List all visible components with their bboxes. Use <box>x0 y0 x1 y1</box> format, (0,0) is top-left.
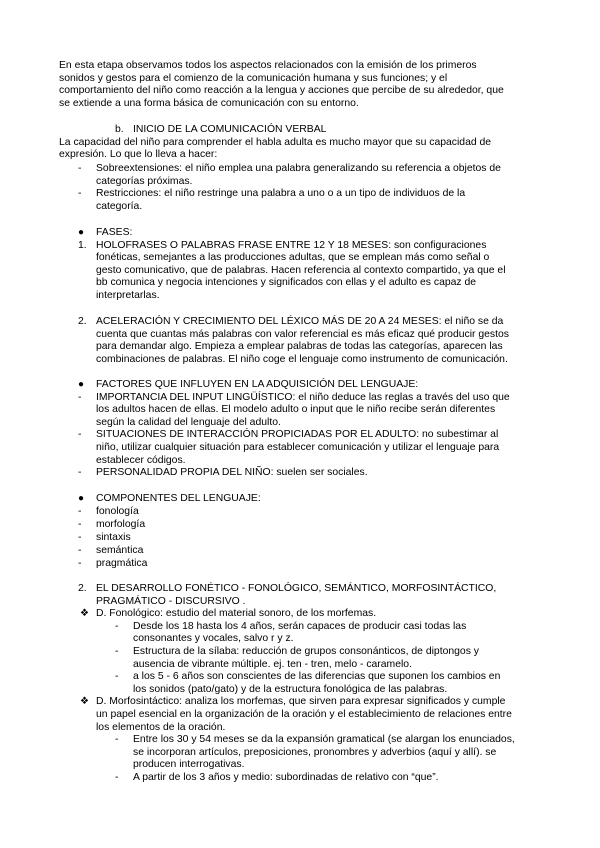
dash-bullet: - <box>78 545 82 556</box>
phase-line: gesto comunicativo, que de palabras. Hacen referencia al contexto compartido, ya que el <box>96 264 506 276</box>
dash-bullet: - <box>115 671 119 683</box>
list-number: 2. <box>78 583 87 594</box>
dash-bullet: - <box>78 467 82 479</box>
sub-item-line: a los 5 - 6 años son conscientes de las diferencias que suponen los cambios en <box>133 671 501 683</box>
sub-item-line: ausencia de vibrante múltiple. ej. ten - tren, melo - caramelo. <box>133 658 412 670</box>
list-item: Sobreextensiones: el niño emplea una palabra generalizando su referencia a objetos de <box>96 163 501 174</box>
section-heading: INICIO DE LA COMUNICACIÓN VERBAL <box>133 124 327 135</box>
dot-bullet: ● <box>78 227 85 238</box>
phase-line: fonéticas, semejantes a las producciones adultas, que se emplean más como señal o <box>96 252 490 264</box>
subsection-head: D. Fonológico: estudio del material sonoro, de los morfemas. <box>96 608 377 620</box>
section-heading: PRAGMÁTICO - DISCURSIVO . <box>96 595 246 607</box>
component-item: sintaxis <box>96 532 131 543</box>
dash-bullet: - <box>115 620 119 632</box>
factor-line: SITUACIONES DE INTERACCIÓN PROPICIADAS POR EL ADULTO: no subestimar al <box>96 429 499 441</box>
subsection-head: los elementos de la oración. <box>96 721 226 733</box>
subsection-head: D. Morfosintáctico: analiza los morfemas, que sirven para expresar significados y cumple <box>96 696 506 708</box>
dash-bullet: - <box>78 558 82 569</box>
component-item: morfología <box>96 519 146 530</box>
paragraph-line: La capacidad del niño para comprender el habla adulta es mucho mayor que su capacidad de <box>59 136 492 148</box>
list-number: 1. <box>78 239 87 251</box>
list-item: categorías próximas. <box>96 175 193 187</box>
phase-line: bb comunica y negocia intenciones y significados con ellas y el adulto es capaz de <box>96 277 477 289</box>
sub-item-line: se incorporan artículos, preposiciones, pronombres y adverbios (aquí y allí). se <box>133 746 497 758</box>
section-heading: EL DESARROLLO FONÉTICO - FONOLÓGICO, SEMÁNTICO, MORFOSINTÁCTICO, <box>96 583 497 594</box>
dash-bullet: - <box>78 532 82 543</box>
dash-bullet: - <box>115 772 119 783</box>
dash-bullet: - <box>78 188 82 200</box>
list-item: categoría. <box>96 200 143 212</box>
phase-line: ACELERACIÓN Y CRECIMIENTO DEL LÉXICO MÁS DE 20 A 24 MESES: el niño se da <box>96 316 504 327</box>
dash-bullet: - <box>78 391 82 403</box>
diamond-bullet: ❖ <box>80 696 89 708</box>
dot-bullet: ● <box>78 379 85 390</box>
factor-line: establecer códigos. <box>96 454 186 466</box>
sub-item-line: producen interrogativas. <box>133 759 245 771</box>
list-number: 2. <box>78 316 87 327</box>
dash-bullet: - <box>78 163 82 174</box>
factor-line: según la calidad del lenguaje del adulto. <box>96 416 281 428</box>
dash-bullet: - <box>78 519 82 530</box>
dash-bullet: - <box>115 646 119 657</box>
list-item: Restricciones: el niño restringe una palabra a uno o a un tipo de individuos de la <box>96 188 466 200</box>
subsection-head: un papel esencial en la organización de la oración y el establecimiento de relaciones entre <box>96 709 512 720</box>
component-item: fonología <box>96 506 139 517</box>
paragraph-line: expresión. Lo que lo lleva a hacer: <box>59 149 218 161</box>
component-item: semántica <box>96 545 144 556</box>
list-heading: FACTORES QUE INFLUYEN EN LA ADQUISICIÓN DEL LENGUAJE: <box>96 379 419 390</box>
component-item: pragmática <box>96 558 148 569</box>
list-heading: COMPONENTES DEL LENGUAJE: <box>96 493 261 504</box>
sub-item-line: consonantes y vocales, salvo r y z. <box>133 633 294 645</box>
dash-bullet: - <box>115 734 119 746</box>
intro-line: En esta etapa observamos todos los aspectos relacionados con la emisión de los primeros <box>59 60 477 71</box>
sub-item-line: A partir de los 3 años y medio: subordinadas de relativo con “que”. <box>133 772 439 783</box>
intro-line: se extiende a una forma básica de comunicación con su entorno. <box>59 97 359 109</box>
factor-line: IMPORTANCIA DEL INPUT LINGÜÍSTICO: el niño deduce las reglas a través del uso que <box>96 391 510 403</box>
sub-item-line: Entre los 30 y 54 meses se da la expansión gramatical (se alargan los enunciados, <box>133 734 515 746</box>
phase-line: interpretarlas. <box>96 290 160 301</box>
diamond-bullet: ❖ <box>80 608 89 620</box>
sub-item-line: Estructura de la sílaba: reducción de grupos consonánticos, de diptongos y <box>133 646 479 657</box>
factor-line: los adultos hacen de ellas. El modelo adulto o input que le niño recibe serán diferentes <box>96 404 496 416</box>
section-marker: b. <box>115 124 124 135</box>
dash-bullet: - <box>78 506 82 517</box>
phase-line: cuenta que cuantas más palabras con valor referencial es más eficaz qué producir gestos <box>96 328 509 340</box>
sub-item-line: los sonidos (pato/gato) y de la estructura fonológica de las palabras. <box>133 683 448 695</box>
phase-line: para demandar algo. Empieza a emplear palabras de todas las categorías, aparecen las <box>96 341 503 353</box>
dash-bullet: - <box>78 429 82 441</box>
factor-line: niño, utilizar cualquier situación para establecer comunicación y utilizar el lenguaje para <box>96 442 500 453</box>
intro-line: comportamiento del niño como reacción a la lengua y acciones que percibe de su alrededor, que <box>59 85 504 97</box>
list-heading: FASES: <box>96 227 133 238</box>
phase-line: HOLOFRASES O PALABRAS FRASE ENTRE 12 Y 18 MESES: son configuraciones <box>96 239 487 251</box>
factor-line: PERSONALIDAD PROPIA DEL NIÑO: suelen ser sociales. <box>96 467 368 479</box>
dot-bullet: ● <box>78 493 85 504</box>
intro-line: sonidos y gestos para el comienzo de la comunicación humana y sus funciones; y el <box>59 72 448 84</box>
phase-line: combinaciones de palabras. El niño coge el lenguaje como instrumento de comunicación. <box>96 353 508 365</box>
sub-item-line: Desde los 18 hasta los 4 años, serán capaces de producir casi todas las <box>133 620 467 632</box>
